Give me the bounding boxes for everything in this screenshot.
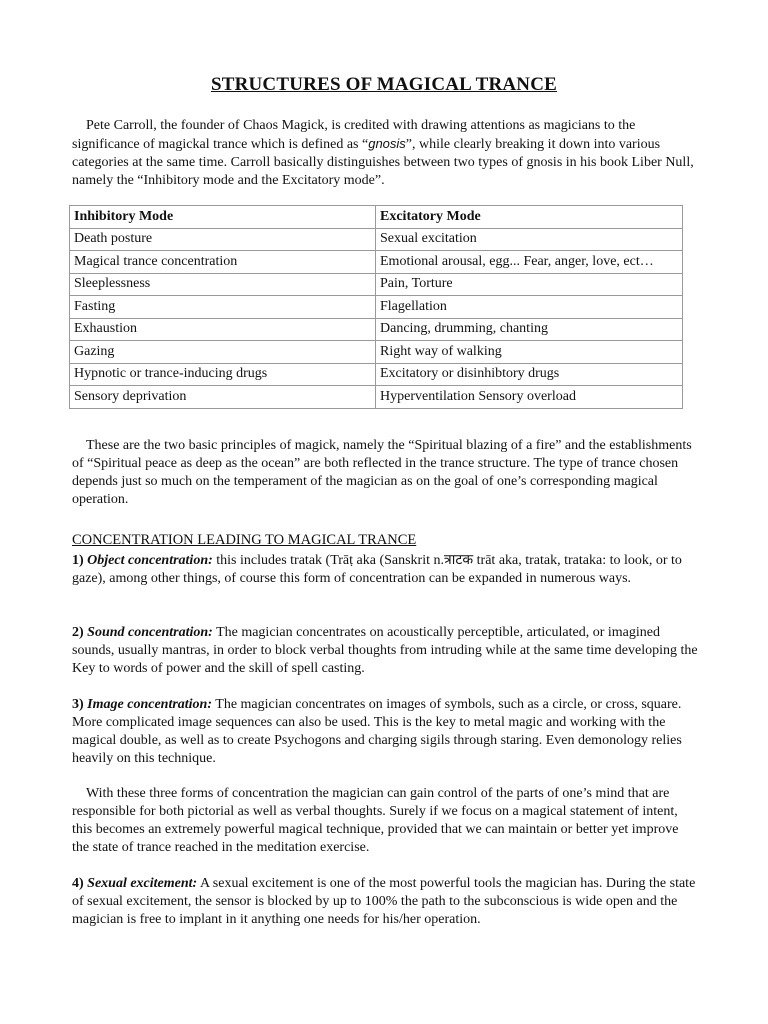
table-cell: Death posture [70,228,376,251]
table-cell: Excitatory or disinhibtory drugs [376,363,683,386]
table-cell: Hypnotic or trance-inducing drugs [70,363,376,386]
item-sexual-excitement [72,875,698,929]
item-text: this includes tratak (Trāṭ aka (Sanskrit n.त्राटक trāt aka, tratak, trataka: to look, or to gaze), among other things, of course this form of concentration can be expanded in numerous ways. [72,553,682,586]
table-cell: Pain, Torture [376,273,683,296]
table-cell: Flagellation [376,296,683,319]
table-cell: Fasting [70,296,376,319]
item-number: 2) [72,625,84,640]
item-text: A sexual excitement is one of the most powerful tools the magician has. During the state of sexual excitement, the sensor is blocked by up to 100% the path to the subconscious is wide open and the magician is free to implant in it anything one needs for his/her operation. [72,876,696,927]
item-number: 1) [72,553,84,568]
item-object-concentration [72,552,698,588]
intro-text-before: Pete Carroll, the founder of Chaos Magick, is credited with drawing attentions as magicians to the significance of magickal trance which is defined as “ [72,118,636,152]
table-row [70,386,683,409]
header-inhibitory: Inhibitory Mode [70,206,376,229]
table-row [70,341,683,364]
table-cell: Gazing [70,341,376,364]
table-cell: Hyperventilation Sensory overload [376,386,683,409]
item-number: 4) [72,876,84,891]
item-label: Sound concentration: [87,625,213,640]
section-heading: CONCENTRATION LEADING TO MAGICAL TRANCE [72,532,417,548]
table-cell: Sleeplessness [70,273,376,296]
item-sound-concentration [72,624,698,678]
table-cell: Sexual excitation [376,228,683,251]
table-cell: Magical trance concentration [70,251,376,274]
header-excitatory: Excitatory Mode [376,206,683,229]
principles-paragraph: These are the two basic principles of magick, namely the “Spiritual blazing of a fire” and the establishments of “Spiritual peace as deep as the ocean” are both reflected in the trance structure. The type of trance chosen depends just so much on the temperament of the magician as on the goal of one’s corresponding magical operation. [72,438,692,507]
table-row [70,318,683,341]
item-number: 3) [72,697,84,712]
table-cell: Sensory deprivation [70,386,376,409]
item-label: Object concentration: [87,553,213,568]
table-row [70,251,683,274]
table-header-row [70,206,683,229]
item-text: The magician concentrates on images of symbols, such as a circle, or cross, square. More complicated image sequences can also be used. This is the key to metal magic and working with the magical double, as well as to create Psychogons and charging sigils through staring. Even demonology relies heavily on this technique. [72,697,682,766]
item-label: Sexual excitement: [87,876,198,891]
table-cell: Right way of walking [376,341,683,364]
item-text: The magician concentrates on acoustically perceptible, articulated, or imagined sounds, usually mantras, in order to block verbal thoughts from intruding while at the same time developing the Key to words of power and the skill of spell casting. [72,625,698,676]
table-row [70,296,683,319]
intro-paragraph [72,117,698,190]
control-paragraph: With these three forms of concentration the magician can gain control of the parts of one’s mind that are responsible for both pictorial as well as verbal thoughts. Surely if we focus on a magical statement of intent, this becomes an extremely powerful magical technique, provided that we can maintain or better yet improve the state of trance reached in the meditation exercise. [72,786,679,855]
document-title: STRUCTURES OF MAGICAL TRANCE [210,74,558,95]
item-label: Image concentration: [87,697,213,712]
intro-emphasis: gnosis [368,136,406,151]
item-image-concentration [72,696,698,768]
table-cell: Exhaustion [70,318,376,341]
table-row [70,273,683,296]
intro-text-after: ”, while clearly breaking it down into various categories at the same time. Carroll basically distinguishes between two types of gnosis in his book Liber Null, namely the “Inhibitory mode and the Excitatory mode”. [72,137,694,188]
modes-table [69,205,683,409]
table-cell: Dancing, drumming, chanting [376,318,683,341]
table-row [70,363,683,386]
table-cell: Emotional arousal, egg... Fear, anger, love, ect… [376,251,683,274]
table-row [70,228,683,251]
